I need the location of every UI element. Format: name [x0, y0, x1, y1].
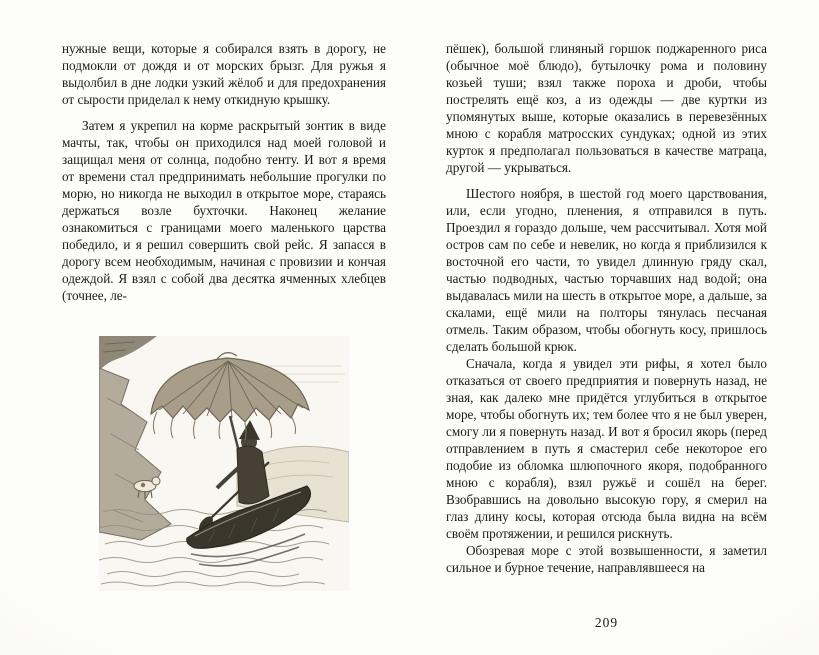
paragraph: Сначала, когда я увидел эти рифы, я хотел было отказаться от своего предприятия и повернуть назад, не зная, как далеко мне придётся углубиться в открытое море, чтобы обогнуть их; тем более что я не был уверен, смогу ли я повернуть назад. И вот я бросил якорь (перед отправлением в путь я смастерил себе некоторое его подобие из обломка шлюпочного якоря, подобранного мною с корабля), взял ружьё и сошёл на берег. Взобравшись на довольно высокую гору, я смерил на глаз длину косы, которая отсюда была видна на всём своём протяжении, и решился рискнуть. [446, 356, 767, 541]
right-page [410, 0, 819, 655]
paragraph: пёшек), большой глиняный горшок поджаренного риса (обычное моё блюдо), бутылочку рома и половину козьей туши; взял также пороха и дроби, чтобы пострелять ещё коз, а из одежды — две куртки из упомянутых выше, которые оказались в перевезённых мною с корабля матросских сундуках; одной из этих курток я предполагал пользоваться в качестве матраца, другой — укрываться. [446, 41, 767, 175]
paragraph: нужные вещи, которые я собирался взять в дорогу, не подмокли от дождя и от морских брызг. Для ружья я выдолбил в дне лодки узкий жёлоб и для предохранения от сырости приделал к нему откидную крышку. [62, 41, 386, 107]
paragraph: Шестого ноября, в шестой год моего царствования, или, если угодно, пленения, я отправился в путь. Проездил я гораздо дольше, чем рассчитывал. Хотя мой остров сам по себе и невелик, но когда я приблизился к восточной его части, то увидел длинную гряду скал, частью подводных, частью торчавших над водой; она выдавалась мили на шесть в открытое море, а дальше, за скалами, ещё мили на полторы тянулась песчаная отмель. Таким образом, чтобы обогнуть косу, пришлось сделать большой крюк. [446, 186, 767, 354]
paragraph: Затем я укрепил на корме раскрытый зонтик в виде мачты, так, чтобы он приходился над моей головой и защищал меня от солнца, подобно тенту. И вот я время от времени стал предпринимать небольшие прогулки по морю, но никогда не выходил в открытое море, стараясь держаться возле бухточки. Наконец желание ознакомиться с границами моего маленького царства победило, и я решил совершить свой рейс. Я запасся в дорогу всем необходимым, начиная с провизии и кончая одеждой. Я взял с собой два десятка ячменных хлебцев (точнее, ле- [62, 118, 386, 303]
book-illustration [99, 336, 349, 591]
page-number: 209 [594, 615, 619, 630]
paragraph: Обозревая море с этой возвышенности, я заметил сильное и бурное течение, направлявшееся на [446, 543, 767, 575]
robinson-canoe-engraving [99, 336, 349, 591]
